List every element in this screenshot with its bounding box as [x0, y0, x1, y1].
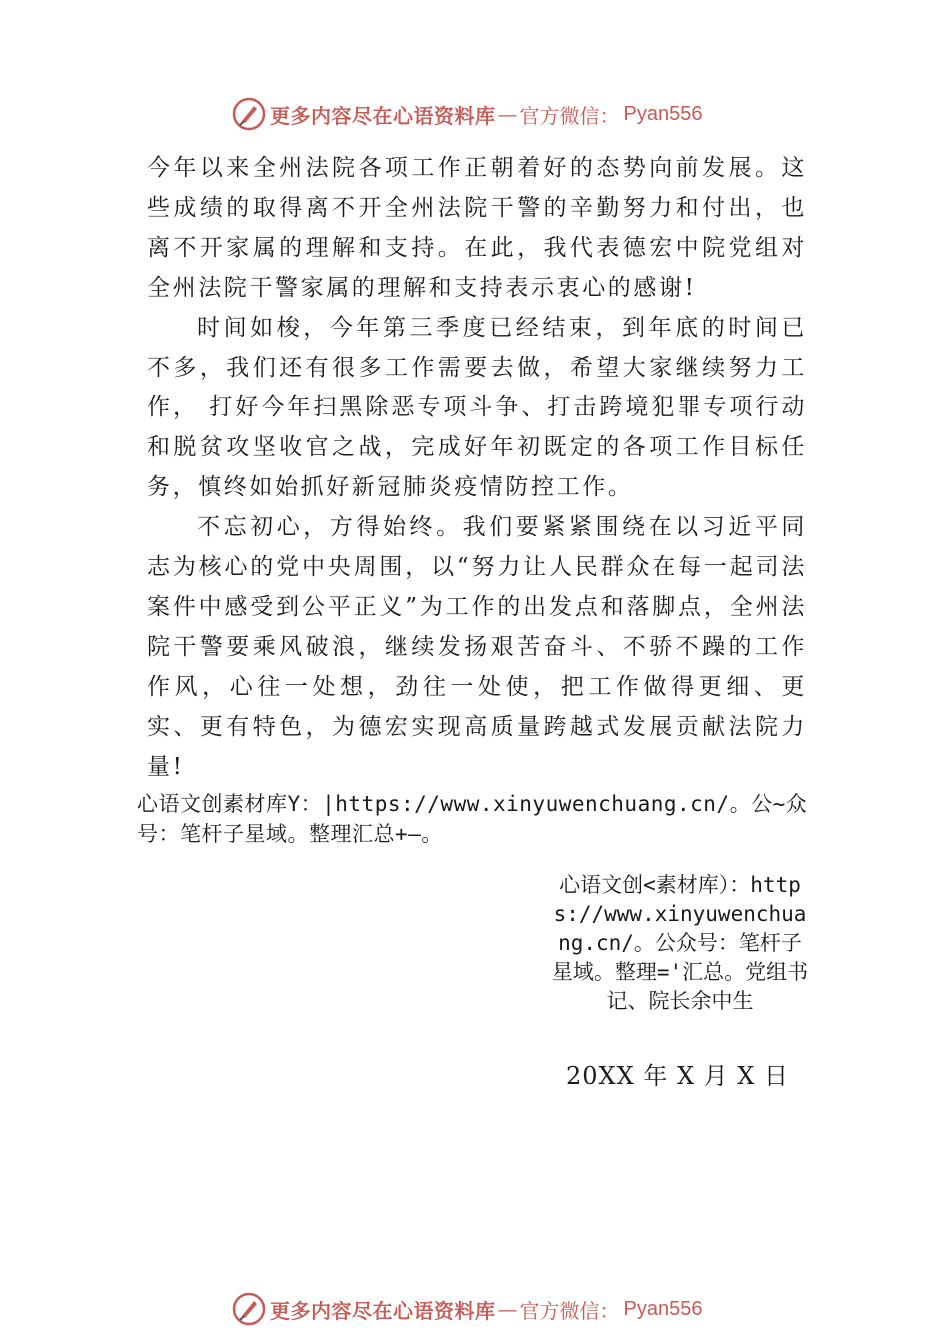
paragraph-3: 不忘初心，方得始终。我们要紧紧围绕在以习近平同志为核心的党中央周围，以“努力让人民群众在每一起司法案件中感受到公平正义”为工作的出发点和落脚点，全州法院干警要乘风破浪，继续发扬艰苦奋斗、不骄不躁的工作作风，心往一处想，劲往一处使，把工作做得更细、更实、更有特色，为德宏实现高质量跨越式发展贡献法院力量!: [147, 514, 807, 780]
paragraph-2: 时间如梭，今年第三季度已经结束，到年底的时间已不多，我们还有很多工作需要去做，希望大家继续努力工作， 打好今年扫黑除恶专项斗争、打击跨境犯罪专项行动和脱贫攻坚收官之战，完成好年初既定的各项工作目标任务，慎终如始抓好新冠肺炎疫情防控工作。: [147, 314, 807, 501]
quill-logo-icon: [232, 97, 266, 131]
banner-wechat-label: 官方微信：: [519, 1298, 620, 1323]
date-line: 20XX 年 X 月 X 日: [566, 1062, 790, 1090]
signature-block: 心语文创<素材库）：https://www.xinyuwenchuang.cn/。公众号：笔杆子星域。整理='汇总。党组书记、院长余中生: [551, 873, 809, 1013]
source-note: 心语文创素材库Y：|https://www.xinyuwenchuang.cn/。公~众号：笔杆子星域。整理汇总+—。: [137, 792, 808, 846]
quill-logo-icon: [232, 1292, 266, 1326]
banner-separator: —: [497, 1297, 518, 1321]
paragraph-1: 今年以来全州法院各项工作正朝着好的态势向前发展。这些成绩的取得离不开全州法院干警的辛勤努力和付出，也离不开家属的理解和支持。在此，我代表德宏中院党组对全州法院干警家属的理解和支持表示衷心的感谢!: [147, 155, 807, 301]
header-banner: [232, 97, 702, 131]
letter-body: [147, 149, 807, 788]
banner-text: 更多内容尽在心语资料库: [270, 103, 496, 128]
banner-wechat-id: Pyan556: [623, 1297, 703, 1320]
banner-text: 更多内容尽在心语资料库: [270, 1298, 496, 1323]
banner-wechat-id: Pyan556: [623, 102, 703, 125]
footer-banner: [232, 1292, 702, 1326]
banner-separator: —: [497, 102, 518, 126]
banner-wechat-label: 官方微信：: [519, 103, 620, 128]
